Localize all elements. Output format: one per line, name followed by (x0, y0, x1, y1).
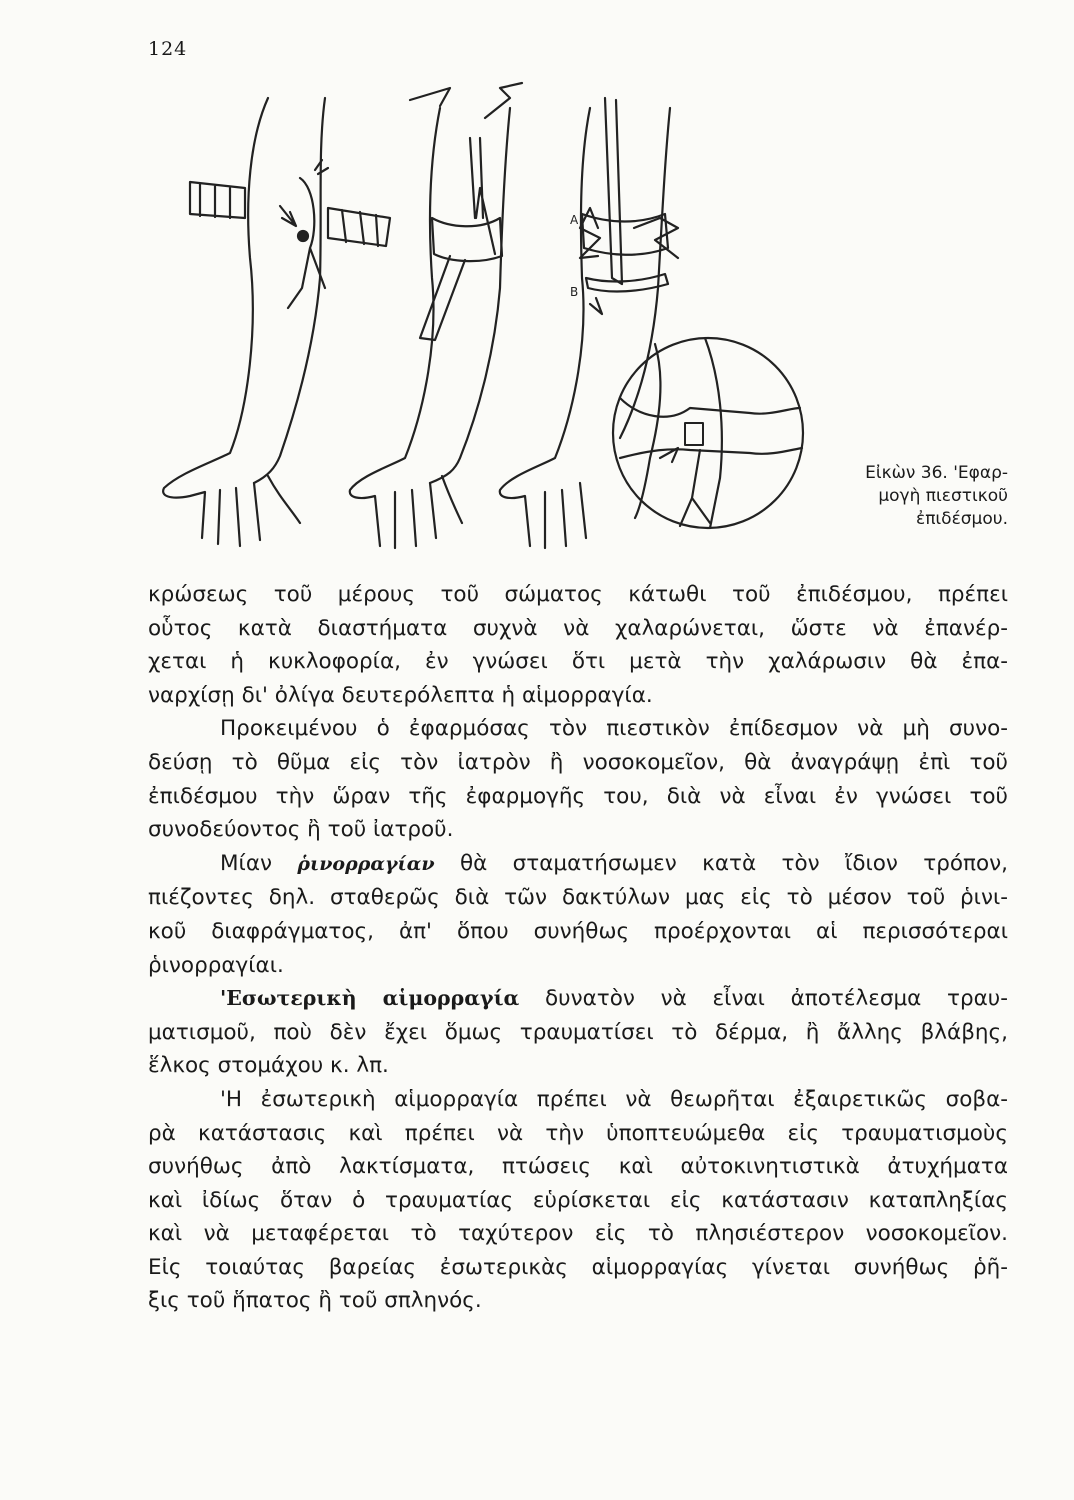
text-line: καὶ νὰ μεταφέρεται τὸ ταχύτερον εἰς τὸ πλησιέστερον νοσοκομεῖον. (148, 1221, 1008, 1247)
tourniquet-illustration (150, 78, 830, 568)
text-fragment: δυνατὸν νὰ εἶναι ἀποτέλεσμα τραυ- (545, 986, 1008, 1012)
paragraph-3 (148, 847, 1008, 982)
paragraph-4 (148, 982, 1008, 1083)
text-line: Προκειμένου ὁ ἐφαρμόσας τὸν πιεστικὸν ἐπίδεσμον νὰ μὴ συνο- (220, 716, 1008, 742)
inset-detail-circle (613, 338, 803, 528)
text-line: ξις τοῦ ἥπατος ἢ τοῦ σπληνός. (148, 1288, 482, 1314)
text-line: ναρχίσῃ δι' ὀλίγα δευτερόλεπτα ἡ αἱμορραγία. (148, 682, 653, 708)
caption-line: μογὴ πιεστικοῦ (878, 486, 1008, 506)
body-text (148, 578, 1008, 1318)
text-line: συνοδεύοντος ἢ τοῦ ἰατροῦ. (148, 817, 454, 843)
arm-1-drawing (163, 88, 450, 546)
text-line: κρώσεως τοῦ μέρους τοῦ σώματος κάτωθι τοῦ ἐπιδέσμου, πρέπει (148, 582, 1008, 607)
paragraph-2 (148, 712, 1008, 846)
text-line: δεύσῃ τὸ θῦμα εἰς τὸν ἰατρὸν ἢ νοσοκομεῖον, θὰ ἀναγράψῃ ἐπὶ τοῦ (148, 749, 1008, 775)
text-line: οὗτος κατὰ διαστήματα συχνὰ νὰ χαλαρώνεται, ὥστε νὰ ἐπανέρ- (148, 615, 1008, 641)
caption-line: Εἰκὼν 36. 'Εφαρ- (865, 463, 1008, 483)
paragraph-5 (148, 1083, 1008, 1318)
caption-line: ἐπιδέσμου. (916, 509, 1008, 529)
label-b: Β (570, 285, 579, 299)
text-line: ρὰ κατάστασις καὶ πρέπει νὰ τὴν ὑποπτευώμεθα εἰς τραυματισμοὺς (148, 1120, 1008, 1146)
text-fragment: θὰ σταματήσωμεν κατὰ τὸν ἴδιον τρόπον, (459, 850, 1008, 876)
text-line: ἐπιδέσμου τὴν ὥραν τῆς ἐφαρμογῆς του, διὰ νὰ εἶναι ἐν γνώσει τοῦ (148, 783, 1008, 809)
text-line: καὶ ἰδίως ὅταν ὁ τραυματίας εὑρίσκεται εἰς κατάστασιν καταπληξίας (148, 1187, 1008, 1213)
text-line (148, 982, 1008, 1016)
text-fragment: Μίαν (220, 850, 273, 876)
page-number: 124 (148, 38, 188, 60)
text-line: συνήθως ἀπὸ λακτίσματα, πτώσεις καὶ αὐτοκινητιστικὰ ἀτυχήματα (148, 1154, 1008, 1180)
label-a: Α (570, 213, 579, 227)
term-internal-bleeding: 'Εσωτερικὴ αἱμορραγία (220, 986, 520, 1011)
term-rhinorrhagia: ῥινορραγίαν (297, 852, 435, 875)
text-line: ῥινορραγίαι. (148, 952, 284, 978)
paragraph-1 (148, 578, 1008, 712)
text-line: κοῦ διαφράγματος, ἀπ' ὅπου συνήθως προέρχονται αἱ περισσότεραι (148, 918, 1008, 944)
text-line: ἕλκος στομάχου κ. λπ. (148, 1053, 389, 1079)
arm-3-drawing (500, 98, 678, 548)
text-line: 'Η ἐσωτερικὴ αἱμορραγία πρέπει νὰ θεωρῆται ἐξαιρετικῶς σοβα- (220, 1086, 1008, 1112)
arm-2-drawing (350, 83, 522, 548)
text-line: πιέζοντες δηλ. σταθερῶς διὰ τῶν δακτύλων μας εἰς τὸ μέσον τοῦ ῥινι- (148, 885, 1008, 911)
text-line (148, 847, 1008, 882)
figure-caption (808, 462, 1008, 531)
text-line: χεται ἡ κυκλοφορία, ἐν γνώσει ὅτι μετὰ τὴν χαλάρωσιν θὰ ἐπα- (148, 649, 1008, 675)
text-line: ματισμοῦ, ποὺ δὲν ἔχει ὅμως τραυματίσει τὸ δέρμα, ἢ ἄλλης βλάβης, (148, 1019, 1008, 1045)
text-line: Εἰς τοιαύτας βαρείας ἐσωτερικὰς αἱμορραγίας γίνεται συνήθως ῥῆ- (148, 1254, 1008, 1280)
